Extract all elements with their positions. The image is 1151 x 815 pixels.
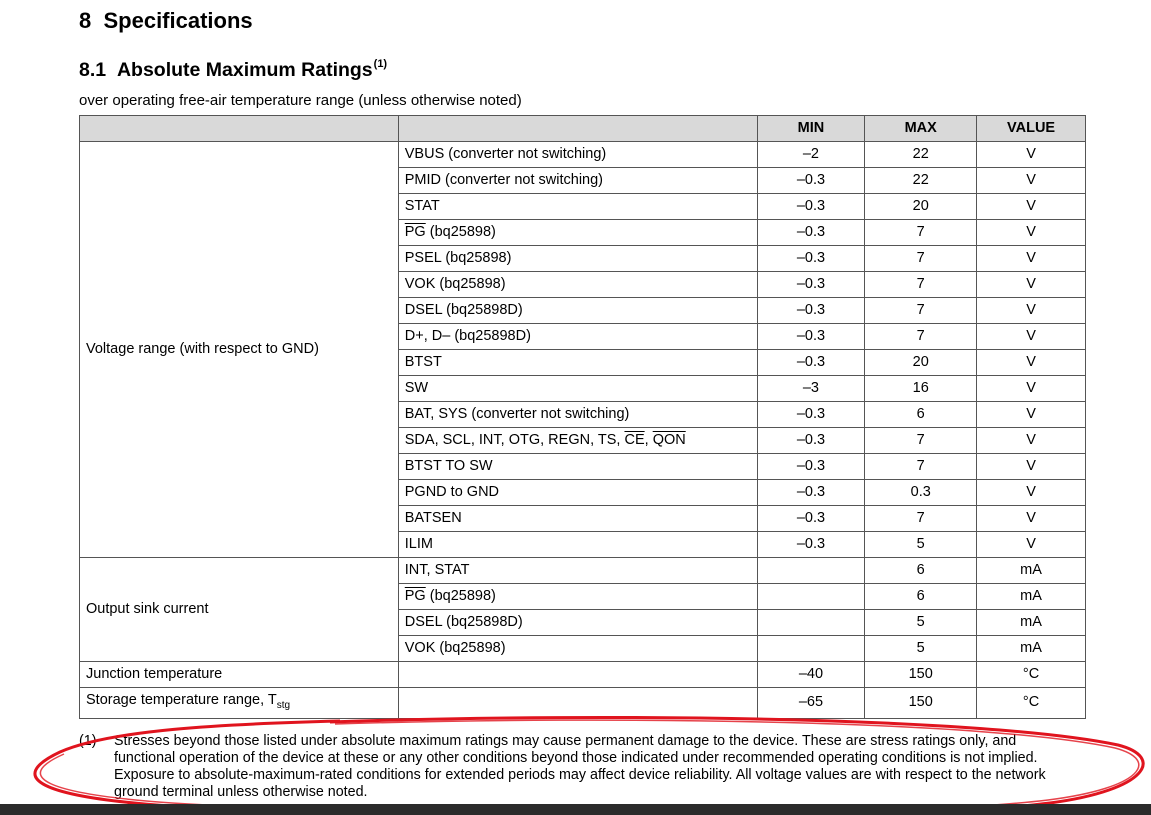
section-number: 8 [79, 8, 92, 33]
max-cell: 7 [865, 428, 977, 454]
footnote-reference[interactable]: (1) [373, 58, 388, 70]
storage-label-subscript: stg [276, 699, 291, 711]
pin-cell: BTST [398, 350, 757, 376]
max-cell: 5 [865, 610, 977, 636]
section-title: Specifications [103, 8, 253, 33]
min-cell: –0.3 [757, 402, 865, 428]
max-cell: 7 [865, 246, 977, 272]
table-row [80, 142, 1086, 168]
table-header-row [80, 116, 1086, 142]
pin-overline-name: $\overline{CE}$ [624, 432, 645, 448]
min-cell: –0.3 [757, 168, 865, 194]
max-cell: 6 [865, 402, 977, 428]
min-cell: –0.3 [757, 246, 865, 272]
min-cell [757, 584, 865, 610]
min-cell [757, 636, 865, 662]
header-max: MAX [865, 116, 977, 142]
max-cell: 150 [865, 662, 977, 688]
footnote [79, 733, 1079, 801]
pin-overline-name: $\overline{PG}$ [404, 588, 426, 604]
pin-cell: PSEL (bq25898) [398, 246, 757, 272]
group-label-output-sink-current: Output sink current [80, 558, 399, 662]
min-cell: –0.3 [757, 480, 865, 506]
max-cell: 7 [865, 272, 977, 298]
pin-cell: PGND to GND [398, 480, 757, 506]
max-cell: 20 [865, 194, 977, 220]
unit-cell: V [977, 194, 1086, 220]
unit-cell: V [977, 532, 1086, 558]
min-cell: –40 [757, 662, 865, 688]
header-param-cell [80, 116, 399, 142]
pin-cell: ILIM [398, 532, 757, 558]
unit-cell: V [977, 480, 1086, 506]
pin-cell: INT, STAT [398, 558, 757, 584]
pin-overline-name: $\overline{PG}$ [404, 224, 426, 240]
max-cell: 7 [865, 506, 977, 532]
min-cell: –2 [757, 142, 865, 168]
max-cell: 6 [865, 584, 977, 610]
pin-suffix: (bq25898) [425, 588, 496, 604]
pin-overline-name: $\overline{QON}$ [652, 432, 686, 448]
unit-cell: V [977, 324, 1086, 350]
min-cell: –0.3 [757, 532, 865, 558]
unit-cell: °C [977, 662, 1086, 688]
unit-cell: V [977, 506, 1086, 532]
max-cell: 5 [865, 636, 977, 662]
pin-cell: DSEL (bq25898D) [398, 610, 757, 636]
unit-cell: V [977, 220, 1086, 246]
header-pin-cell [398, 116, 757, 142]
max-cell: 7 [865, 324, 977, 350]
unit-cell: V [977, 376, 1086, 402]
bottom-bar [0, 804, 1151, 815]
unit-cell: mA [977, 636, 1086, 662]
min-cell: –0.3 [757, 194, 865, 220]
pin-cell [398, 662, 757, 688]
unit-cell: mA [977, 558, 1086, 584]
min-cell: –0.3 [757, 220, 865, 246]
pin-cell: D+, D– (bq25898D) [398, 324, 757, 350]
table-row [80, 662, 1086, 688]
unit-cell: V [977, 454, 1086, 480]
header-value: VALUE [977, 116, 1086, 142]
unit-cell: V [977, 350, 1086, 376]
max-cell: 22 [865, 142, 977, 168]
header-min: MIN [757, 116, 865, 142]
unit-cell: V [977, 142, 1086, 168]
storage-label-text: Storage temperature range, T [86, 692, 277, 708]
table-caption: over operating free-air temperature range (unless otherwise noted) [79, 92, 522, 109]
pin-cell: PMID (converter not switching) [398, 168, 757, 194]
pin-suffix: (bq25898) [425, 224, 496, 240]
unit-cell: V [977, 168, 1086, 194]
max-cell: 22 [865, 168, 977, 194]
unit-cell: V [977, 402, 1086, 428]
min-cell: –65 [757, 688, 865, 719]
unit-cell: V [977, 246, 1086, 272]
pin-list: SDA, SCL, INT, OTG, REGN, TS, [404, 432, 625, 448]
unit-cell: mA [977, 584, 1086, 610]
max-cell: 7 [865, 220, 977, 246]
min-cell: –3 [757, 376, 865, 402]
pin-cell: VBUS (converter not switching) [398, 142, 757, 168]
unit-cell: mA [977, 610, 1086, 636]
pin-cell: BAT, SYS (converter not switching) [398, 402, 757, 428]
pin-separator: , [644, 432, 653, 448]
max-cell: 0.3 [865, 480, 977, 506]
pin-cell [398, 428, 757, 454]
footnote-number: (1) [79, 733, 97, 749]
table-row [80, 688, 1086, 719]
pin-cell: SW [398, 376, 757, 402]
max-cell: 7 [865, 298, 977, 324]
min-cell: –0.3 [757, 428, 865, 454]
absolute-maximum-ratings-table [79, 115, 1086, 719]
min-cell: –0.3 [757, 298, 865, 324]
min-cell: –0.3 [757, 272, 865, 298]
min-cell: –0.3 [757, 506, 865, 532]
pin-cell [398, 584, 757, 610]
pin-cell: BATSEN [398, 506, 757, 532]
max-cell: 20 [865, 350, 977, 376]
unit-cell: °C [977, 688, 1086, 719]
subsection-title: Absolute Maximum Ratings [116, 59, 373, 81]
group-label-junction-temperature: Junction temperature [80, 662, 399, 688]
pin-cell: VOK (bq25898) [398, 272, 757, 298]
pin-cell: VOK (bq25898) [398, 636, 757, 662]
max-cell: 150 [865, 688, 977, 719]
pin-cell: DSEL (bq25898D) [398, 298, 757, 324]
subsection-number: 8.1 [79, 59, 107, 81]
pin-cell [398, 688, 757, 719]
unit-cell: V [977, 428, 1086, 454]
min-cell: –0.3 [757, 324, 865, 350]
min-cell [757, 558, 865, 584]
min-cell [757, 610, 865, 636]
footnote-text: Stresses beyond those listed under absolute maximum ratings may cause permanent damage to the device. These are stress ratings only, and functional operation of the device at these or any other conditions beyond those indicated under recommended operating conditions is not implied. Exposure to absolute-maximum-rated conditions for extended periods may affect device reliability. All voltage values are with respect to the network ground terminal unless otherwise noted. [114, 733, 1046, 800]
table-row [80, 558, 1086, 584]
max-cell: 16 [865, 376, 977, 402]
group-label-voltage-range: Voltage range (with respect to GND) [80, 142, 399, 558]
max-cell: 7 [865, 454, 977, 480]
max-cell: 5 [865, 532, 977, 558]
min-cell: –0.3 [757, 454, 865, 480]
pin-cell [398, 220, 757, 246]
min-cell: –0.3 [757, 350, 865, 376]
pin-cell: STAT [398, 194, 757, 220]
max-cell: 6 [865, 558, 977, 584]
group-label-storage-temperature [80, 688, 399, 719]
subsection-heading [79, 58, 387, 82]
pin-cell: BTST TO SW [398, 454, 757, 480]
unit-cell: V [977, 272, 1086, 298]
unit-cell: V [977, 298, 1086, 324]
section-heading [79, 8, 253, 34]
